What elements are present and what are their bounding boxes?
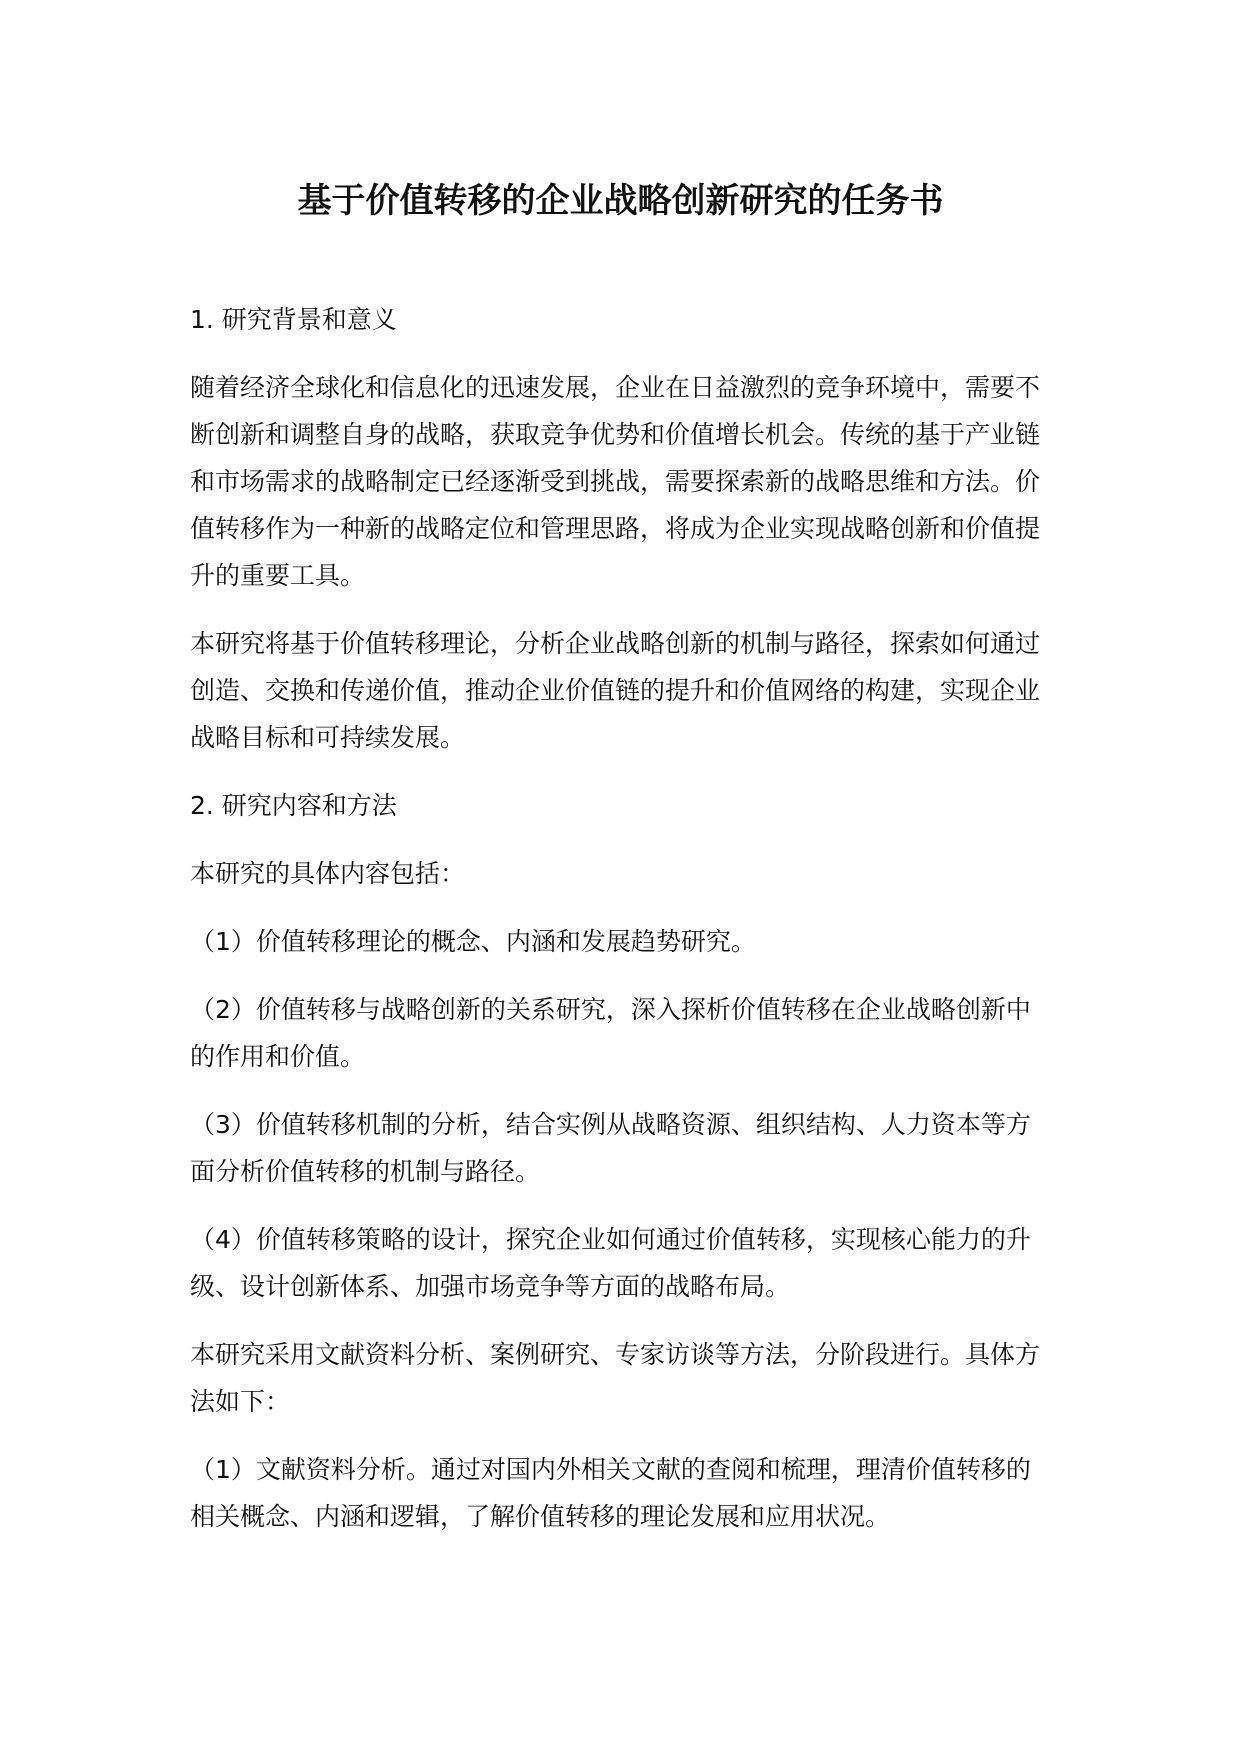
list-item-content-2: （2）价值转移与战略创新的关系研究，深入探析价值转移在企业战略创新中的作用和价值。	[190, 995, 1031, 1071]
paragraph-content-intro: 本研究的具体内容包括：	[190, 859, 466, 888]
section-heading-background: 1. 研究背景和意义	[190, 305, 397, 334]
list-item-content-3: （3）价值转移机制的分析，结合实例从战略资源、组织结构、人力资本等方面分析价值转移的机制与路径。	[190, 1110, 1031, 1186]
list-item-content-1: （1）价值转移理论的概念、内涵和发展趋势研究。	[190, 927, 756, 956]
paragraph-significance: 本研究将基于价值转移理论，分析企业战略创新的机制与路径，探索如何通过创造、交换和传递价值，推动企业价值链的提升和价值网络的构建，实现企业战略目标和可持续发展。	[190, 629, 1041, 752]
list-item-content-4: （4）价值转移策略的设计，探究企业如何通过价值转移，实现核心能力的升级、设计创新体系、加强市场竞争等方面的战略布局。	[190, 1225, 1031, 1301]
paragraph-method-intro: 本研究采用文献资料分析、案例研究、专家访谈等方法，分阶段进行。具体方法如下：	[190, 1340, 1041, 1416]
document-title: 基于价值转移的企业战略创新研究的任务书	[297, 181, 944, 221]
list-item-method-1: （1）文献资料分析。通过对国内外相关文献的查阅和梳理，理清价值转移的相关概念、内涵和逻辑，了解价值转移的理论发展和应用状况。	[190, 1455, 1031, 1531]
section-heading-content-method: 2. 研究内容和方法	[190, 791, 397, 820]
document-body	[190, 296, 1052, 1561]
paragraph-background: 随着经济全球化和信息化的迅速发展，企业在日益激烈的竞争环境中，需要不断创新和调整自身的战略，获取竞争优势和价值增长机会。传统的基于产业链和市场需求的战略制定已经逐渐受到挑战，需要探索新的战略思维和方法。价值转移作为一种新的战略定位和管理思路，将成为企业实现战略创新和价值提升的重要工具。	[190, 373, 1041, 590]
